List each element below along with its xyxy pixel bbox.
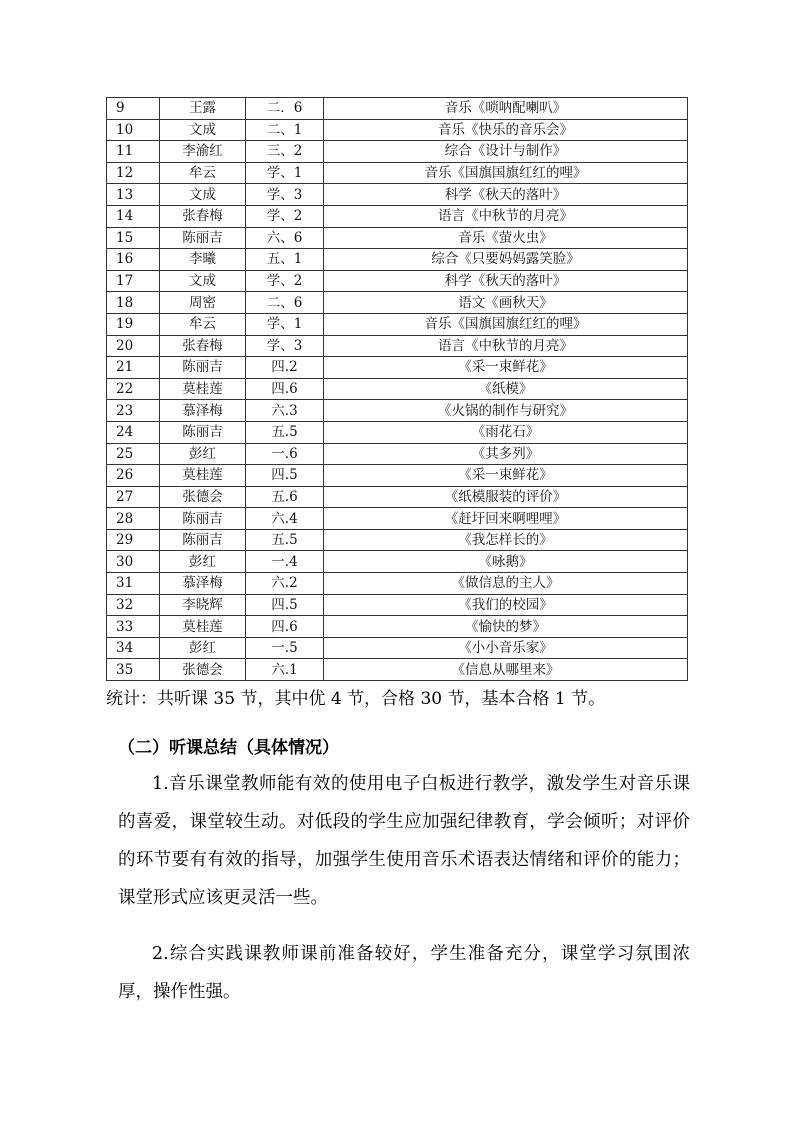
course-title-cell: 《我们的校园》: [324, 594, 688, 616]
class-cell: 五.5: [246, 529, 324, 551]
class-cell: 四.6: [246, 378, 324, 400]
table-row: [107, 508, 688, 530]
table-row: [107, 465, 688, 487]
teacher-name-cell: 李渝红: [160, 141, 246, 163]
row-number-cell: 19: [107, 313, 160, 335]
table-row: [107, 205, 688, 227]
teacher-name-cell: 文成: [160, 119, 246, 141]
row-number-cell: 28: [107, 508, 160, 530]
class-cell: 六.2: [246, 573, 324, 595]
teacher-name-cell: 彭红: [160, 551, 246, 573]
lesson-observation-table: [106, 97, 688, 681]
row-number-cell: 10: [107, 119, 160, 141]
class-cell: 学、2: [246, 205, 324, 227]
row-number-cell: 22: [107, 378, 160, 400]
course-title-cell: 《愉快的梦》: [324, 616, 688, 638]
teacher-name-cell: 李晓辉: [160, 594, 246, 616]
class-cell: 四.5: [246, 594, 324, 616]
table-row: [107, 486, 688, 508]
class-cell: 二、6: [246, 292, 324, 314]
table-row: [107, 421, 688, 443]
row-number-cell: 24: [107, 421, 160, 443]
table-row: [107, 378, 688, 400]
course-title-cell: 科学《秋天的落叶》: [324, 270, 688, 292]
table-row: [107, 335, 688, 357]
row-number-cell: 11: [107, 141, 160, 163]
teacher-name-cell: 牟云: [160, 313, 246, 335]
teacher-name-cell: 王露: [160, 98, 246, 120]
table-row: [107, 594, 688, 616]
row-number-cell: 16: [107, 249, 160, 271]
teacher-name-cell: 慕泽梅: [160, 400, 246, 422]
table-row: [107, 573, 688, 595]
teacher-name-cell: 文成: [160, 270, 246, 292]
teacher-name-cell: 彭红: [160, 443, 246, 465]
row-number-cell: 32: [107, 594, 160, 616]
row-number-cell: 9: [107, 98, 160, 120]
row-number-cell: 13: [107, 184, 160, 206]
course-title-cell: 《咏鹅》: [324, 551, 688, 573]
course-title-cell: 《其多列》: [324, 443, 688, 465]
section-heading: （二）听课总结（具体情况）: [118, 738, 339, 758]
course-title-cell: 《赶圩回来啊哩哩》: [324, 508, 688, 530]
class-cell: 二．6: [246, 98, 324, 120]
course-title-cell: 音乐《国旗国旗红红的哩》: [324, 162, 688, 184]
lesson-table-body: [107, 98, 688, 681]
teacher-name-cell: 张春梅: [160, 335, 246, 357]
course-title-cell: 音乐《唢呐配喇叭》: [324, 98, 688, 120]
class-cell: 六.1: [246, 659, 324, 681]
class-cell: 学、1: [246, 162, 324, 184]
teacher-name-cell: 陈丽吉: [160, 357, 246, 379]
summary-paragraph-music: 1.音乐课堂教师能有效的使用电子白板进行教学，激发学生对音乐课的喜爱，课堂较生动。对低段的学生应加强纪律教育，学会倾听；对评价的环节要有有效的指导，加强学生使用音乐术语表达情绪和评价的能力；课堂形式应该更灵活一些。: [118, 774, 690, 908]
teacher-name-cell: 陈丽吉: [160, 529, 246, 551]
teacher-name-cell: 莫桂莲: [160, 378, 246, 400]
teacher-name-cell: 慕泽梅: [160, 573, 246, 595]
row-number-cell: 27: [107, 486, 160, 508]
row-number-cell: 29: [107, 529, 160, 551]
class-cell: 四.5: [246, 465, 324, 487]
table-row: [107, 270, 688, 292]
class-cell: 一.5: [246, 637, 324, 659]
course-title-cell: 综合《只要妈妈露笑脸》: [324, 249, 688, 271]
table-row: [107, 292, 688, 314]
teacher-name-cell: 陈丽吉: [160, 227, 246, 249]
teacher-name-cell: 张德会: [160, 659, 246, 681]
course-title-cell: 《采一束鲜花》: [324, 465, 688, 487]
table-row: [107, 659, 688, 681]
table-row: [107, 184, 688, 206]
class-cell: 五.5: [246, 421, 324, 443]
table-row: [107, 637, 688, 659]
course-title-cell: 《雨花石》: [324, 421, 688, 443]
row-number-cell: 12: [107, 162, 160, 184]
row-number-cell: 21: [107, 357, 160, 379]
course-title-cell: 《做信息的主人》: [324, 573, 688, 595]
row-number-cell: 30: [107, 551, 160, 573]
row-number-cell: 31: [107, 573, 160, 595]
course-title-cell: 《小小音乐家》: [324, 637, 688, 659]
table-row: [107, 249, 688, 271]
statistics-line: 统计：共听课 35 节，其中优 4 节，合格 30 节，基本合格 1 节。: [106, 689, 606, 709]
teacher-name-cell: 莫桂莲: [160, 616, 246, 638]
teacher-name-cell: 彭红: [160, 637, 246, 659]
class-cell: 六.4: [246, 508, 324, 530]
class-cell: 一.6: [246, 443, 324, 465]
table-row: [107, 551, 688, 573]
teacher-name-cell: 陈丽吉: [160, 421, 246, 443]
table-row: [107, 141, 688, 163]
course-title-cell: 《采一束鲜花》: [324, 357, 688, 379]
course-title-cell: 科学《秋天的落叶》: [324, 184, 688, 206]
row-number-cell: 15: [107, 227, 160, 249]
class-cell: 四.2: [246, 357, 324, 379]
teacher-name-cell: 文成: [160, 184, 246, 206]
course-title-cell: 《信息从哪里来》: [324, 659, 688, 681]
course-title-cell: 音乐《国旗国旗红红的哩》: [324, 313, 688, 335]
class-cell: 二、1: [246, 119, 324, 141]
row-number-cell: 18: [107, 292, 160, 314]
teacher-name-cell: 李曦: [160, 249, 246, 271]
teacher-name-cell: 张春梅: [160, 205, 246, 227]
course-title-cell: 综合《设计与制作》: [324, 141, 688, 163]
class-cell: 四.6: [246, 616, 324, 638]
class-cell: 学、3: [246, 184, 324, 206]
course-title-cell: 《火锅的制作与研究》: [324, 400, 688, 422]
class-cell: 五、1: [246, 249, 324, 271]
table-row: [107, 400, 688, 422]
table-row: [107, 616, 688, 638]
course-title-cell: 语言《中秋节的月亮》: [324, 205, 688, 227]
row-number-cell: 26: [107, 465, 160, 487]
row-number-cell: 33: [107, 616, 160, 638]
course-title-cell: 语言《中秋节的月亮》: [324, 335, 688, 357]
class-cell: 学、1: [246, 313, 324, 335]
row-number-cell: 14: [107, 205, 160, 227]
row-number-cell: 34: [107, 637, 160, 659]
table-row: [107, 357, 688, 379]
table-row: [107, 162, 688, 184]
course-title-cell: 音乐《萤火虫》: [324, 227, 688, 249]
summary-paragraph-practice: 2.综合实践课教师课前准备较好，学生准备充分，课堂学习氛围浓厚，操作性强。: [118, 944, 690, 1002]
course-title-cell: 《纸模》: [324, 378, 688, 400]
table-row: [107, 98, 688, 120]
teacher-name-cell: 陈丽吉: [160, 508, 246, 530]
row-number-cell: 17: [107, 270, 160, 292]
course-title-cell: 语文《画秋天》: [324, 292, 688, 314]
class-cell: 六.3: [246, 400, 324, 422]
teacher-name-cell: 张德会: [160, 486, 246, 508]
row-number-cell: 35: [107, 659, 160, 681]
class-cell: 三、2: [246, 141, 324, 163]
table-row: [107, 119, 688, 141]
course-title-cell: 《纸模服装的评价》: [324, 486, 688, 508]
class-cell: 学、2: [246, 270, 324, 292]
table-row: [107, 227, 688, 249]
table-row: [107, 443, 688, 465]
table-row: [107, 529, 688, 551]
table-row: [107, 313, 688, 335]
class-cell: 学、3: [246, 335, 324, 357]
class-cell: 一.4: [246, 551, 324, 573]
teacher-name-cell: 莫桂莲: [160, 465, 246, 487]
row-number-cell: 25: [107, 443, 160, 465]
class-cell: 五.6: [246, 486, 324, 508]
row-number-cell: 23: [107, 400, 160, 422]
course-title-cell: 音乐《快乐的音乐会》: [324, 119, 688, 141]
course-title-cell: 《我怎样长的》: [324, 529, 688, 551]
teacher-name-cell: 周密: [160, 292, 246, 314]
class-cell: 六、6: [246, 227, 324, 249]
teacher-name-cell: 牟云: [160, 162, 246, 184]
row-number-cell: 20: [107, 335, 160, 357]
